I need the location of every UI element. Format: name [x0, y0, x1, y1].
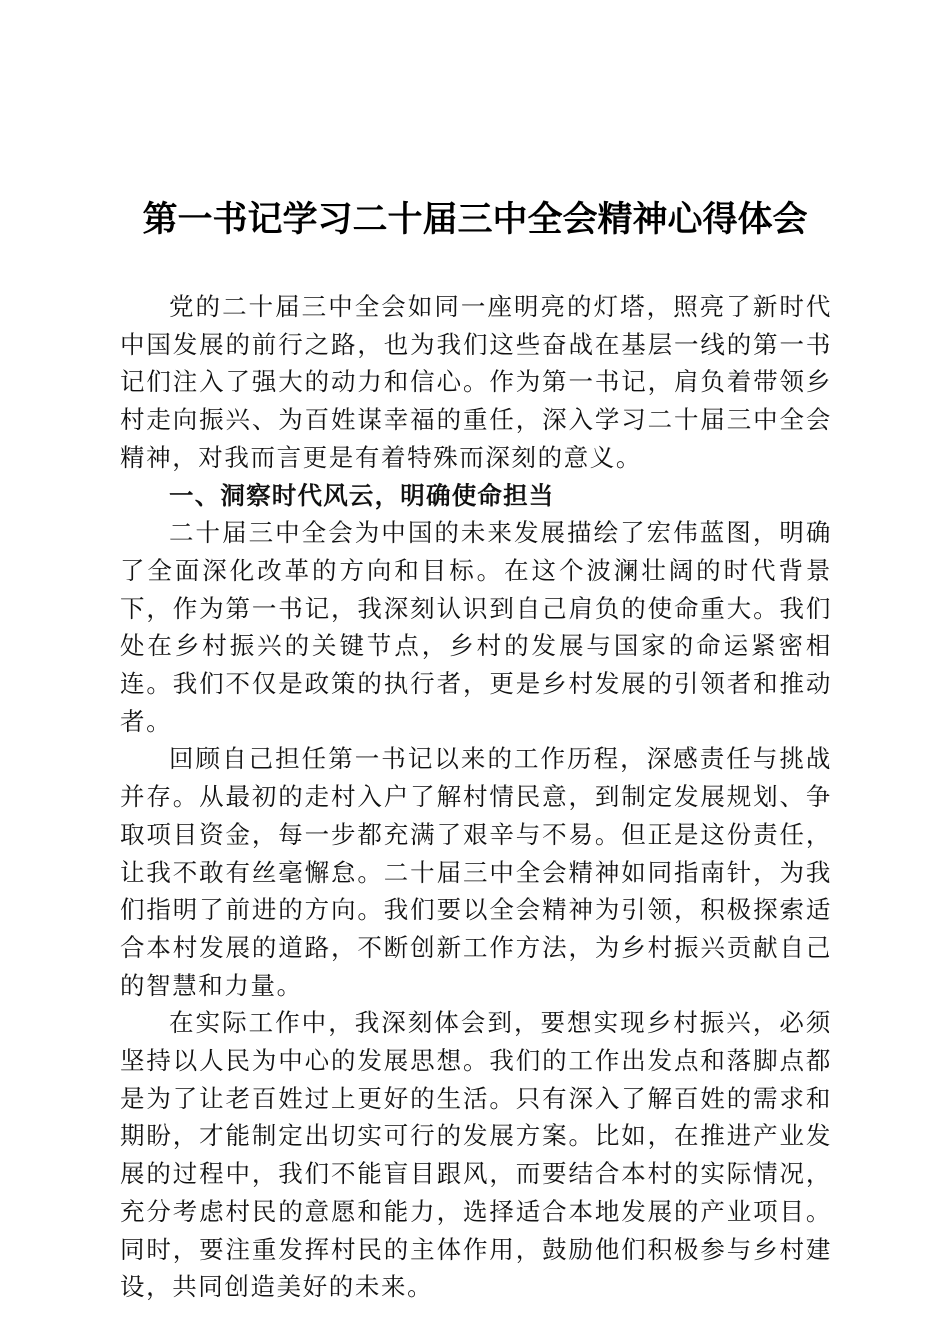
body-paragraph: 回顾自己担任第一书记以来的工作历程，深感责任与挑战并存。从最初的走村入户了解村情民意，到制定发展规划、争取项目资金，每一步都充满了艰辛与不易。但正是这份责任，让我不敢有丝毫懈怠。二十届三中全会精神如同指南针，为我们指明了前进的方向。我们要以全会精神为引领，积极探索适合本村发展的道路，不断创新工作方法，为乡村振兴贡献自己的智慧和力量。 [120, 744, 832, 1000]
body-paragraph: 在实际工作中，我深刻体会到，要想实现乡村振兴，必须坚持以人民为中心的发展思想。我们的工作出发点和落脚点都是为了让老百姓过上更好的生活。只有深入了解百姓的需求和期盼，才能制定出切实可行的发展方案。比如，在推进产业发展的过程中，我们不能盲目跟风，而要结合本村的实际情况，充分考虑村民的意愿和能力，选择适合本地发展的产业项目。同时，要注重发挥村民的主体作用，鼓励他们积极参与乡村建设，共同创造美好的未来。 [120, 1008, 832, 1302]
document-body [120, 288, 832, 1306]
intro-paragraph: 党的二十届三中全会如同一座明亮的灯塔，照亮了新时代中国发展的前行之路，也为我们这些奋战在基层一线的第一书记们注入了强大的动力和信心。作为第一书记，肩负着带领乡村走向振兴、为百姓谋幸福的重任，深入学习二十届三中全会精神，对我而言更是有着特殊而深刻的意义。 [120, 292, 832, 472]
body-paragraph: 二十届三中全会为中国的未来发展描绘了宏伟蓝图，明确了全面深化改革的方向和目标。在这个波澜壮阔的时代背景下，作为第一书记，我深刻认识到自己肩负的使命重大。我们处在乡村振兴的关键节点，乡村的发展与国家的命运紧密相连。我们不仅是政策的执行者，更是乡村发展的引领者和推动者。 [120, 518, 832, 736]
document-title: 第一书记学习二十届三中全会精神心得体会 [142, 199, 808, 240]
section-heading: 一、洞察时代风云，明确使命担当 [169, 480, 555, 510]
